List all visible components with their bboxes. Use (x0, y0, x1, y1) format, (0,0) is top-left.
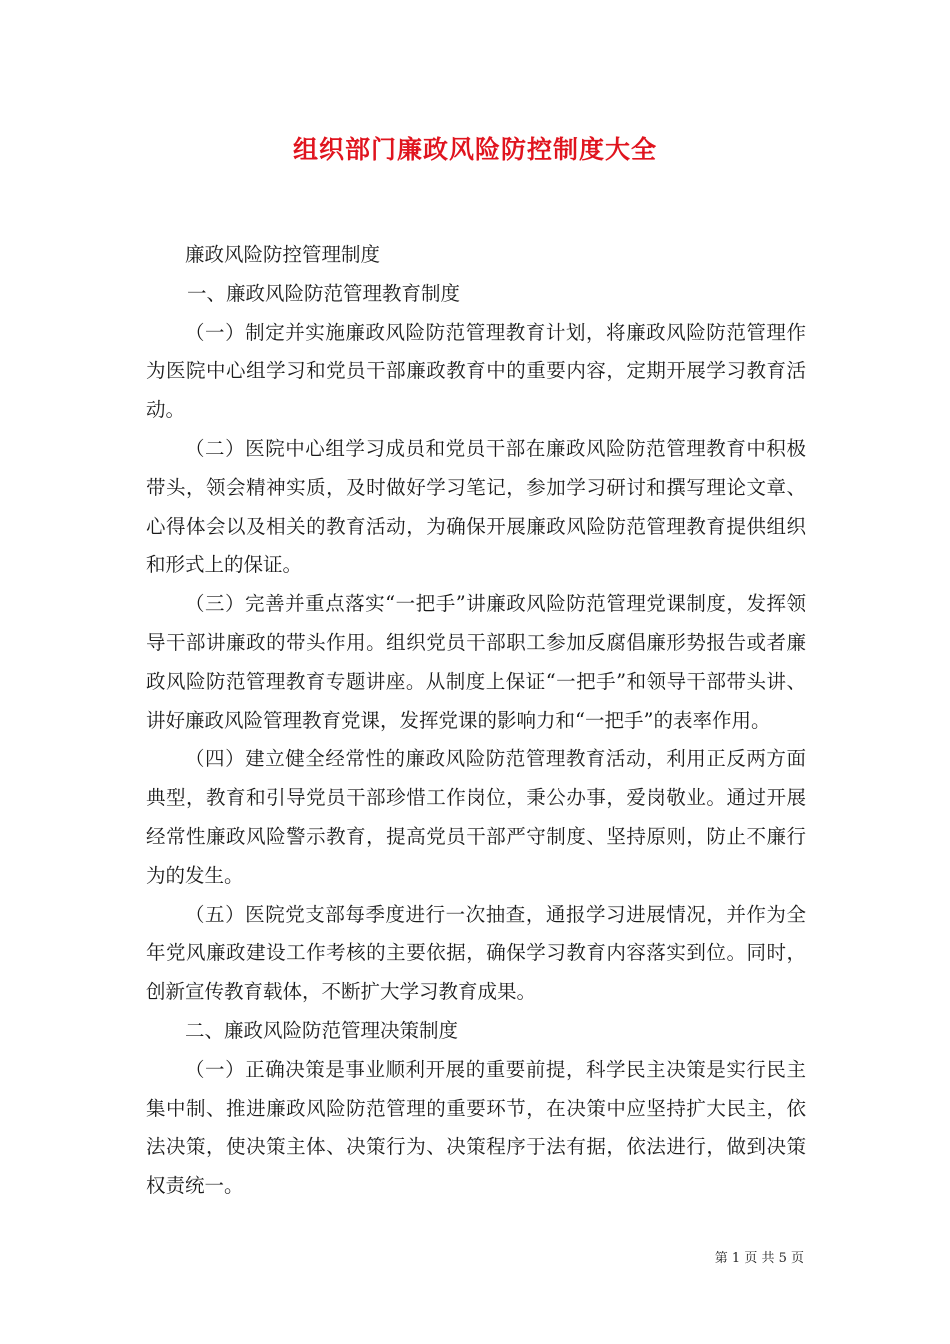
paragraph-1-1: （一）制定并实施廉政风险防范管理教育计划，将廉政风险防范管理作为医院中心组学习和党员干部廉政教育中的重要内容，定期开展学习教育活动。 (146, 320, 806, 422)
document-body (146, 236, 806, 1206)
section-heading-2: 二、廉政风险防范管理决策制度 (185, 1018, 459, 1042)
paragraph-1-5: （五）医院党支部每季度进行一次抽查，通报学习进展情况，并作为全年党风廉政建设工作考核的主要依据，确保学习教育内容落实到位。同时，创新宣传教育载体，不断扩大学习教育成果。 (146, 902, 806, 1004)
paragraph-1-2: （二）医院中心组学习成员和党员干部在廉政风险防范管理教育中积极带头，领会精神实质，及时做好学习笔记，参加学习研讨和撰写理论文章、心得体会以及相关的教育活动，为确保开展廉政风险防范管理教育提供组织和形式上的保证。 (146, 436, 806, 577)
document-title: 组织部门廉政风险防控制度大全 (292, 135, 657, 164)
paragraph-2-1: （一）正确决策是事业顺利开展的重要前提，科学民主决策是实行民主集中制、推进廉政风险防范管理的重要环节，在决策中应坚持扩大民主，依法决策，使决策主体、决策行为、决策程序于法有据，依法进行，做到决策权责统一。 (146, 1057, 806, 1198)
paragraph-1-3: （三）完善并重点落实“一把手”讲廉政风险防范管理党课制度，发挥领导干部讲廉政的带头作用。组织党员干部职工参加反腐倡廉形势报告或者廉政风险防范管理教育专题讲座。从制度上保证“一把手”和领导干部带头讲、讲好廉政风险管理教育党课，发挥党课的影响力和“一把手”的表率作用。 (146, 592, 806, 732)
page-number-footer: 第 1 页 共 5 页 (714, 1251, 804, 1266)
paragraph-1-4: （四）建立健全经常性的廉政风险防范管理教育活动，利用正反两方面典型，教育和引导党员干部珍惜工作岗位，秉公办事，爱岗敬业。通过开展经常性廉政风险警示教育，提高党员干部严守制度、坚持原则，防止不廉行为的发生。 (146, 747, 806, 887)
section-heading-1: 一、廉政风险防范管理教育制度 (186, 281, 460, 305)
section-heading-intro: 廉政风险防控管理制度 (185, 243, 381, 266)
